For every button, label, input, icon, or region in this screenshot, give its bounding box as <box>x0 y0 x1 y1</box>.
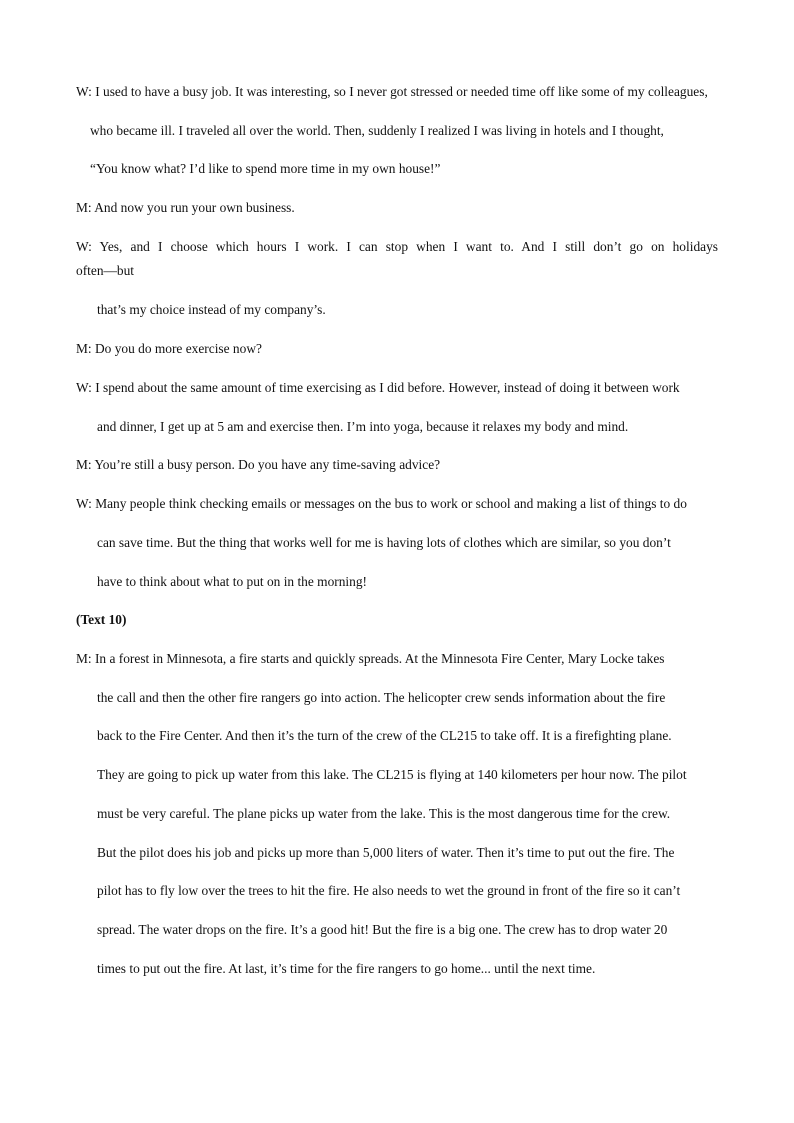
passage-line: times to put out the fire. At last, it’s time for the fire rangers to go home... until the next time. <box>97 961 596 976</box>
passage-line: the call and then the other fire rangers go into action. The helicopter crew sends information about the fire <box>97 690 666 705</box>
passage-line: They are going to pick up water from this lake. The CL215 is flying at 140 kilometers per hour now. The pilot <box>97 767 687 782</box>
dialogue-line: W: I spend about the same amount of time exercising as I did before. However, instead of doing it between work <box>76 380 680 395</box>
passage-line: M: In a forest in Minnesota, a fire starts and quickly spreads. At the Minnesota Fire Center, Mary Locke takes <box>76 651 665 666</box>
dialogue-line: W: Many people think checking emails or messages on the bus to work or school and making a list of things to do <box>76 496 687 511</box>
passage-line: must be very careful. The plane picks up water from the lake. This is the most dangerous time for the crew. <box>97 806 671 821</box>
dialogue-line: who became ill. I traveled all over the world. Then, suddenly I realized I was living in hotels and I thought, <box>90 123 664 138</box>
dialogue-line: that’s my choice instead of my company’s. <box>97 302 326 317</box>
dialogue-line: M: And now you run your own business. <box>76 200 295 215</box>
dialogue-line: M: You’re still a busy person. Do you have any time-saving advice? <box>76 457 441 472</box>
passage-line: But the pilot does his job and picks up more than 5,000 liters of water. Then it’s time to put out the fire. The <box>97 845 675 860</box>
dialogue-line: have to think about what to put on in the morning! <box>97 574 368 589</box>
dialogue-line: often—but <box>76 263 135 278</box>
dialogue-line: “You know what? I’d like to spend more time in my own house!” <box>90 161 441 176</box>
dialogue-line: and dinner, I get up at 5 am and exercise then. I’m into yoga, because it relaxes my body and mind. <box>97 419 629 434</box>
passage-line: spread. The water drops on the fire. It’s a good hit! But the fire is a big one. The crew has to drop water 20 <box>97 922 668 937</box>
dialogue-line: M: Do you do more exercise now? <box>76 341 262 356</box>
dialogue-line: can save time. But the thing that works well for me is having lots of clothes which are similar, so you don’t <box>97 535 671 550</box>
passage-line: pilot has to fly low over the trees to hit the fire. He also needs to wet the ground in front of the fire so it can’t <box>97 883 681 898</box>
dialogue-line: W: I used to have a busy job. It was interesting, so I never got stressed or needed time off like some of my colleagues, <box>76 84 708 99</box>
dialogue-line: W: Yes, and I choose which hours I work. I can stop when I want to. And I still don’t go on holidays <box>76 239 718 254</box>
passage-line: back to the Fire Center. And then it’s the turn of the crew of the CL215 to take off. It is a firefighting plane. <box>97 728 672 743</box>
section-heading: (Text 10) <box>76 612 127 627</box>
